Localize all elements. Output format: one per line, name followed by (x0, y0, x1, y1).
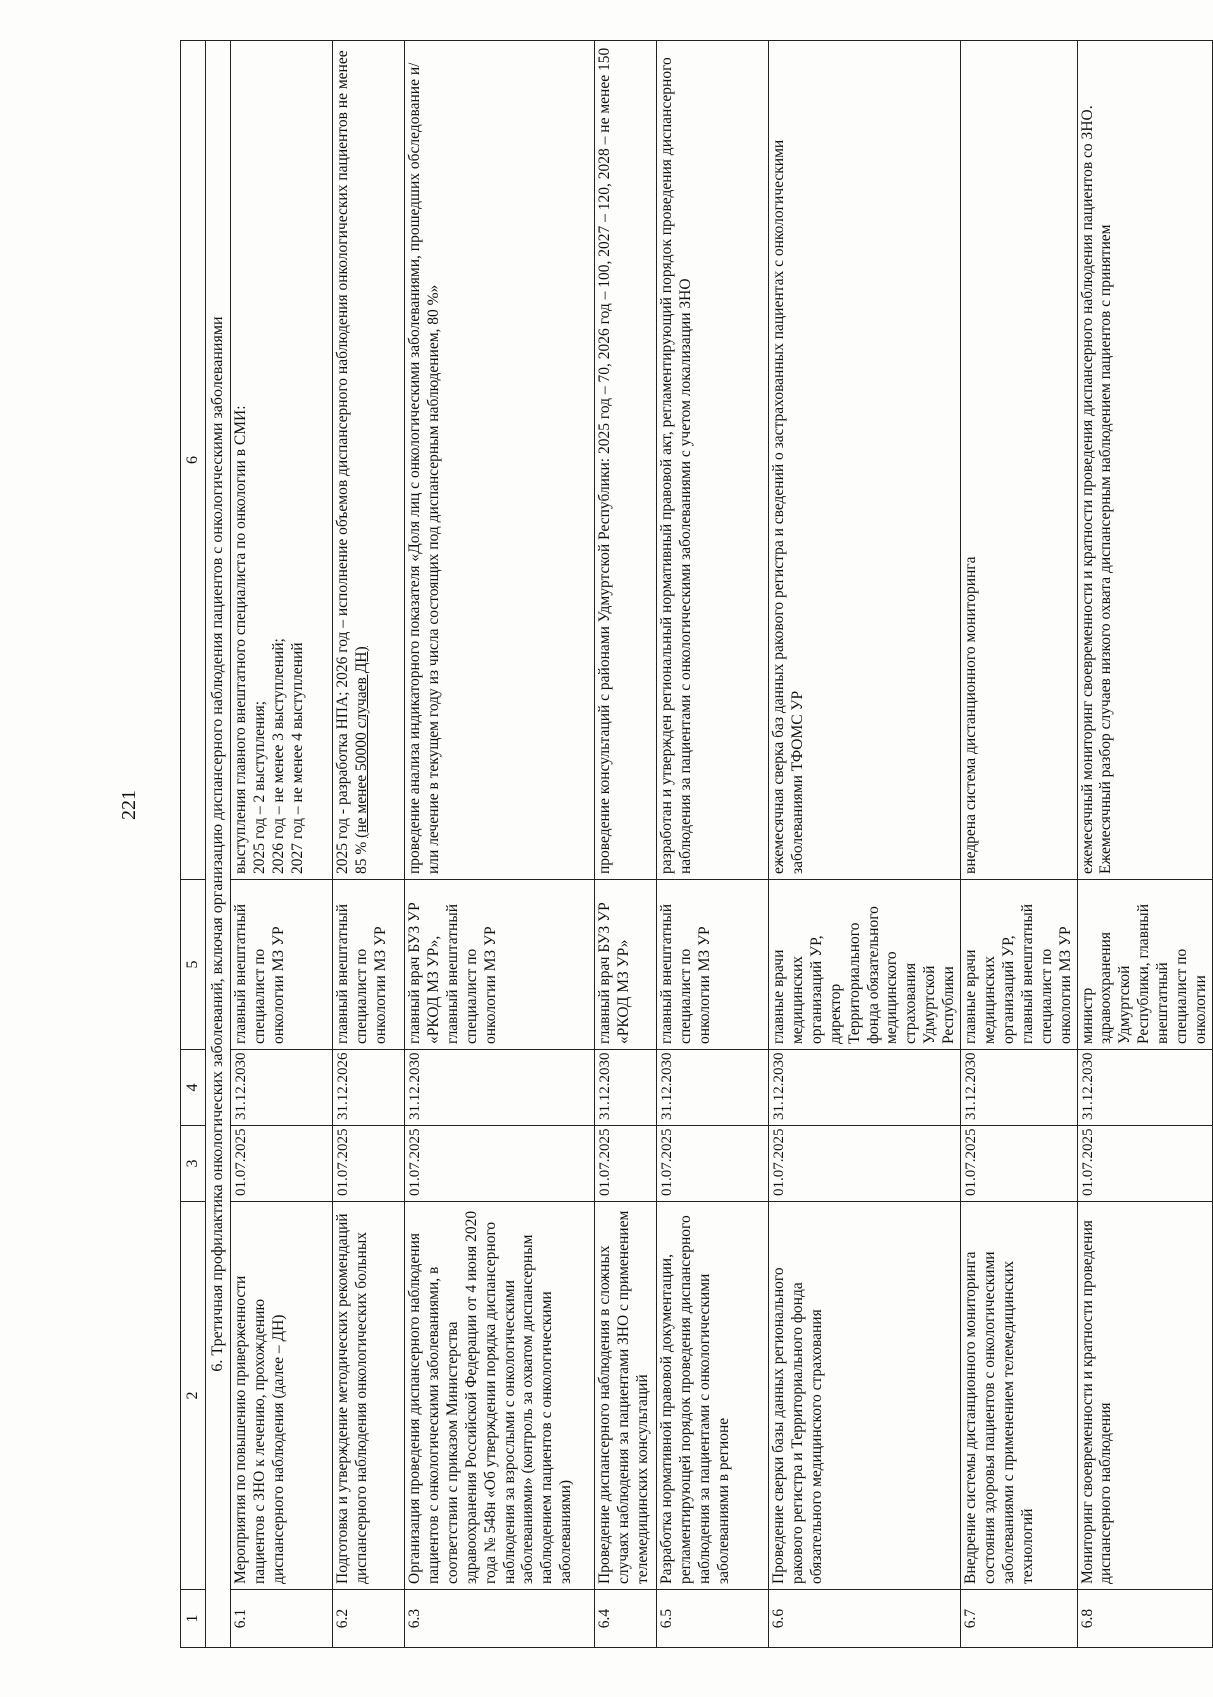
table-row (769, 41, 961, 1648)
end-date: 31.12.2030 (405, 1050, 595, 1126)
row-number: 6.8 (1077, 1590, 1212, 1648)
start-date: 01.07.2025 (1077, 1126, 1212, 1202)
responsible-cell: главный врач БУЗ УР «РКОД МЗ УР» (595, 880, 657, 1050)
table-row (1077, 41, 1212, 1648)
table-row (961, 41, 1077, 1648)
header-col-6: 6 (181, 41, 206, 880)
result-cell (231, 41, 333, 880)
start-date: 01.07.2025 (657, 1126, 769, 1202)
result-cell: ежемесячный мониторинг своевременности и кратности проведения диспансерного наблюдения пациентов со ЗНО. Ежемесячный разбор случаев низкого охвата диспансерным наблюдением пациентов с принятием (1077, 41, 1212, 880)
end-date: 31.12.2030 (595, 1050, 657, 1126)
result-line: 2026 год – не менее 3 выступлений; (269, 638, 287, 874)
start-date: 01.07.2025 (961, 1126, 1077, 1202)
activity-cell: Подготовка и утверждение методических рекомендаций диспансерного наблюдения онкологических больных (333, 1202, 405, 1590)
responsible-cell: главные врачи медицинских организаций УР, директор Территориального фонда обязательного медицинского страхования Удмуртской Республики (769, 880, 961, 1050)
header-col-1: 1 (181, 1590, 206, 1648)
result-cell: проведение консультаций с районами Удмуртской Республики: 2025 год – 70, 2026 год – 100, 2027 – 120, 2028 – не менее 150 (595, 41, 657, 880)
activity-cell: Внедрение системы дистанционного мониторинга состояния здоровья пациентов с онкологическими заболеваниями с применением телемедицинских технологий (961, 1202, 1077, 1590)
header-row (181, 41, 206, 1648)
end-date: 31.12.2030 (1077, 1050, 1212, 1126)
row-number: 6.4 (595, 1590, 657, 1648)
table-row (231, 41, 333, 1648)
row-number: 6.6 (769, 1590, 961, 1648)
activity-cell: Проведение сверки базы данных регионального ракового регистра и Территориального фонда обязательного медицинского страхования (769, 1202, 961, 1590)
end-date: 31.12.2026 (333, 1050, 405, 1126)
row-number: 6.5 (657, 1590, 769, 1648)
responsible-cell: главные врачи медицинских организаций УР, главный внештатный специалист по онкологии МЗ УР (961, 880, 1077, 1050)
section-title: 6. Третичная профилактика онкологических заболеваний, включая организацию диспансерного наблюдения пациентов с онкологическими заболеваниями (206, 41, 231, 1648)
section-row (206, 41, 231, 1648)
responsible-cell: главный внештатный специалист по онкологии МЗ УР (333, 880, 405, 1050)
result-line: выступления главного внештатного специалиста по онкологии в СМИ: (232, 405, 249, 874)
responsible-cell: главный внештатный специалист по онкологии МЗ УР (657, 880, 769, 1050)
result-line: 2027 год – не менее 4 выступлений (288, 642, 306, 874)
activity-cell: Мониторинг своевременности и кратности проведения диспансерного наблюдения (1077, 1202, 1212, 1590)
rotated-table-container (180, 40, 1209, 1648)
row-number: 6.3 (405, 1590, 595, 1648)
start-date: 01.07.2025 (231, 1126, 333, 1202)
page-number: 221 (118, 790, 140, 820)
activity-cell: Проведение диспансерного наблюдения в сложных случаях наблюдения за пациентами ЗНО с применением телемедицинских консультаций (595, 1202, 657, 1590)
start-date: 01.07.2025 (333, 1126, 405, 1202)
activity-cell: Разработка нормативной правовой документации, регламентирующей порядок проведения диспансерного наблюдения за пациентами с онкологическими заболеваниями в регионе (657, 1202, 769, 1590)
responsible-cell: министр здравоохранения Удмуртской Республики, главный внештатный специалист по онкологии (1077, 880, 1212, 1050)
result-line: 2025 год – 2 выступления; (250, 700, 268, 874)
result-cell: проведение анализа индикаторного показателя «Доля лиц с онкологическими заболеваниями, прошедших обследование и/или лечение в текущем году из числа состоящих под диспансерным наблюдением, 80 %» (405, 41, 595, 880)
action-plan-table (180, 40, 1213, 1648)
row-number: 6.1 (231, 1590, 333, 1648)
result-cell: ежемесячная сверка баз данных ракового регистра и сведений о застрахованных пациентах с онкологическими заболеваниями ТФОМС УР (769, 41, 961, 880)
result-text: 2025 год - разработка НПА; 2026 год – исполнение объемов диспансерного наблюдения онкологических пациентов не менее 85 % (334, 50, 370, 874)
end-date: 31.12.2030 (231, 1050, 333, 1126)
responsible-cell: главный внештатный специалист по онкологии МЗ УР (231, 880, 333, 1050)
table-row (595, 41, 657, 1648)
activity-cell: Организация проведения диспансерного наблюдения пациентов с онкологическими заболеваниями, в соответствии с приказом Министерства здравоохранения Российской Федерации от 4 июня 2020 года № 548н «Об утверждении порядка диспансерного наблюдения за взрослыми с онкологическими заболеваниями» (контроль за охватом диспансерным наблюдением пациентов с онкологическими заболеваниями) (405, 1202, 595, 1590)
end-date: 31.12.2030 (657, 1050, 769, 1126)
header-col-3: 3 (181, 1126, 206, 1202)
table-row (657, 41, 769, 1648)
end-date: 31.12.2030 (961, 1050, 1077, 1126)
header-col-5: 5 (181, 880, 206, 1050)
activity-cell: Мероприятия по повышению приверженности пациентов с ЗНО к лечению, прохождению диспансерного наблюдения (далее – ДН) (231, 1202, 333, 1590)
start-date: 01.07.2025 (405, 1126, 595, 1202)
result-underlined-text: (не менее 50000 случаев ДН) (352, 646, 370, 838)
result-cell: разработан и утвержден региональный нормативный правовой акт, регламентирующий порядок проведения диспансерного наблюдения за пациентами с онкологическими заболеваниями с учетом локализации ЗНО (657, 41, 769, 880)
header-col-2: 2 (181, 1202, 206, 1590)
table-row (405, 41, 595, 1648)
end-date: 31.12.2030 (769, 1050, 961, 1126)
header-col-4: 4 (181, 1050, 206, 1126)
row-number: 6.7 (961, 1590, 1077, 1648)
responsible-cell: главный врач БУЗ УР «РКОД МЗ УР», главный внештатный специалист по онкологии МЗ УР (405, 880, 595, 1050)
row-number: 6.2 (333, 1590, 405, 1648)
start-date: 01.07.2025 (595, 1126, 657, 1202)
result-cell: внедрена система дистанционного мониторинга (961, 41, 1077, 880)
table-row (333, 41, 405, 1648)
start-date: 01.07.2025 (769, 1126, 961, 1202)
result-cell (333, 41, 405, 880)
